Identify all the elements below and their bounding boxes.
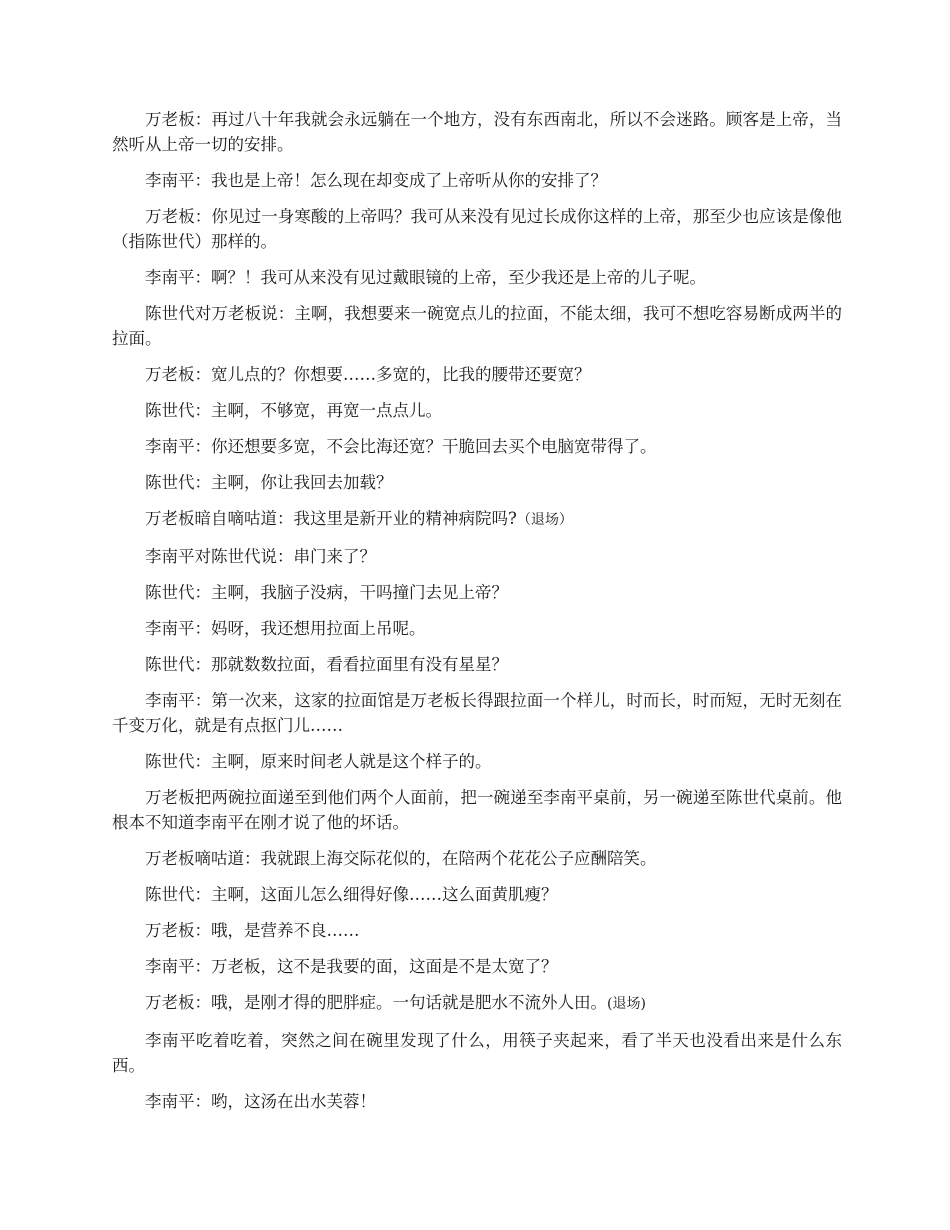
stage-direction: (退场) xyxy=(607,996,646,1012)
paragraph-text: 万老板：哦，是刚才得的肥胖症。一句话就是肥水不流外人田。 xyxy=(145,993,607,1012)
paragraph xyxy=(112,846,842,871)
paragraph-text: 万老板：哦，是营养不良…… xyxy=(145,921,360,940)
paragraph xyxy=(112,616,842,641)
paragraph-text: 陈世代：主啊，不够宽，再宽一点点儿。 xyxy=(145,401,442,420)
paragraph xyxy=(112,204,842,254)
document-body xyxy=(112,107,842,1125)
paragraph xyxy=(112,882,842,907)
paragraph xyxy=(112,652,842,677)
paragraph xyxy=(112,544,842,569)
paragraph-text: 李南平：万老板，这不是我要的面，这面是不是太宽了？ xyxy=(145,957,558,976)
paragraph-text: 李南平：我也是上帝！怎么现在却变成了上帝听从你的安排了？ xyxy=(145,171,607,190)
paragraph-text: 陈世代：主啊，你让我回去加载？ xyxy=(145,473,393,492)
paragraph-text: 李南平：哟，这汤在出水芙蓉！ xyxy=(145,1092,376,1111)
paragraph xyxy=(112,749,842,774)
stage-direction: （退场） xyxy=(516,512,573,528)
paragraph xyxy=(112,580,842,605)
paragraph-text: 李南平吃着吃着，突然之间在碗里发现了什么，用筷子夹起来，看了半天也没看出来是什么东西。 xyxy=(112,1031,842,1075)
paragraph-text: 李南平：妈呀，我还想用拉面上吊呢。 xyxy=(145,619,426,638)
paragraph xyxy=(112,1028,842,1078)
paragraph xyxy=(112,398,842,423)
paragraph-text: 万老板嘀咕道：我就跟上海交际花似的，在陪两个花花公子应酬陪笑。 xyxy=(145,849,657,868)
paragraph xyxy=(112,362,842,387)
paragraph-text: 陈世代：主啊，这面儿怎么细得好像……这么面黄肌瘦？ xyxy=(145,885,558,904)
paragraph-text: 陈世代对万老板说：主啊，我想要来一碗宽点儿的拉面，不能太细，我可不想吃容易断成两半的拉面。 xyxy=(112,304,842,348)
paragraph xyxy=(112,434,842,459)
paragraph-text: 李南平：你还想要多宽，不会比海还宽？干脆回去买个电脑宽带得了。 xyxy=(145,437,657,456)
paragraph-text: 陈世代：那就数数拉面，看看拉面里有没有星星？ xyxy=(145,655,508,674)
paragraph-text: 万老板：再过八十年我就会永远躺在一个地方，没有东西南北，所以不会迷路。顾客是上帝，当然听从上帝一切的安排。 xyxy=(112,110,842,154)
paragraph xyxy=(112,265,842,290)
paragraph xyxy=(112,990,842,1017)
paragraph xyxy=(112,301,842,351)
paragraph xyxy=(112,168,842,193)
paragraph xyxy=(112,918,842,943)
paragraph-text: 万老板：你见过一身寒酸的上帝吗？我可从来没有见过长成你这样的上帝，那至少也应该是像他（指陈世代）那样的。 xyxy=(112,207,842,251)
paragraph xyxy=(112,470,842,495)
paragraph xyxy=(112,785,842,835)
paragraph xyxy=(112,1089,842,1114)
paragraph-text: 万老板：宽儿点的？你想要……多宽的，比我的腰带还要宽？ xyxy=(145,365,591,384)
paragraph-text: 李南平：第一次来，这家的拉面馆是万老板长得跟拉面一个样儿，时而长，时而短，无时无刻在千变万化，就是有点抠门儿…… xyxy=(112,691,842,735)
paragraph-text: 万老板把两碗拉面递至到他们两个人面前，把一碗递至李南平桌前，另一碗递至陈世代桌前。他根本不知道李南平在刚才说了他的坏话。 xyxy=(112,788,842,832)
paragraph xyxy=(112,107,842,157)
paragraph-text: 李南平：啊？！我可从来没有见过戴眼镜的上帝，至少我还是上帝的儿子呢。 xyxy=(145,268,706,287)
paragraph-text: 李南平对陈世代说：串门来了？ xyxy=(145,547,376,566)
paragraph xyxy=(112,954,842,979)
paragraph-text: 陈世代：主啊，我脑子没病，干吗撞门去见上帝？ xyxy=(145,583,508,602)
paragraph xyxy=(112,506,842,533)
paragraph-text: 万老板暗自嘀咕道：我这里是新开业的精神病院吗? xyxy=(145,509,517,528)
paragraph-text: 陈世代：主啊，原来时间老人就是这个样子的。 xyxy=(145,752,492,771)
paragraph xyxy=(112,688,842,738)
